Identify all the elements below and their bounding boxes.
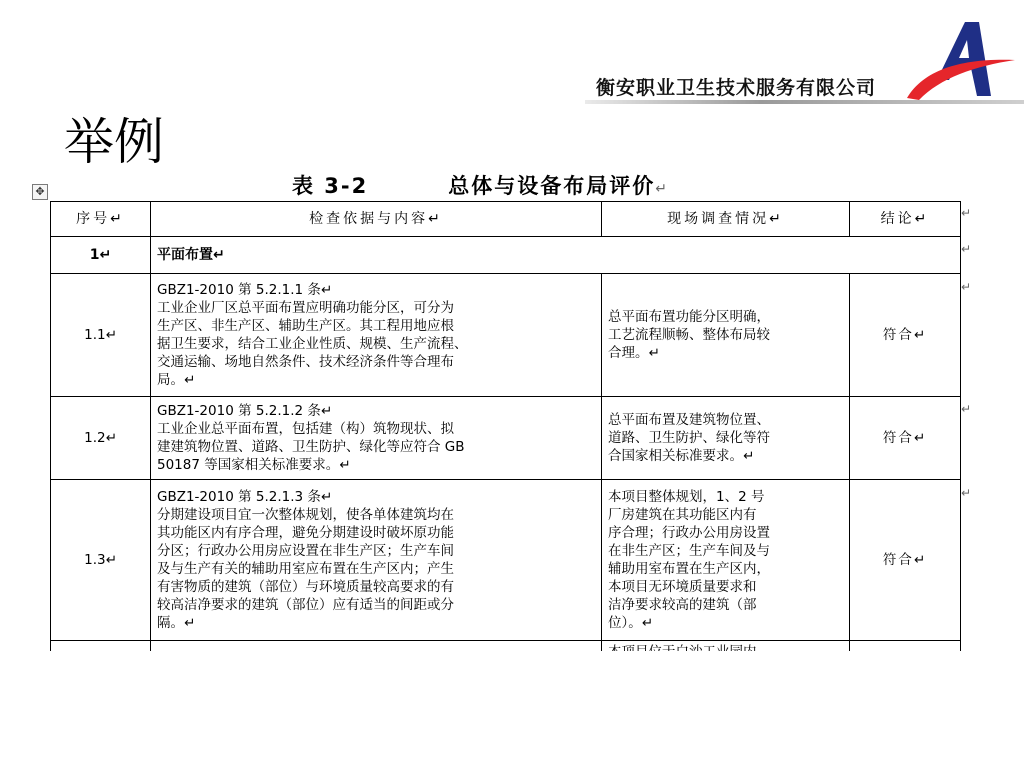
- table-row: [51, 274, 961, 397]
- basis-line: 局。↵: [157, 372, 196, 388]
- table-header-row: [51, 202, 961, 237]
- finding-line: 工艺流程顺畅、整体布局较: [608, 327, 770, 343]
- company-name: 衡安职业卫生技术服务有限公司: [596, 77, 877, 99]
- evaluation-table: [50, 201, 961, 681]
- finding-line: 本项目无环境质量要求和: [608, 579, 757, 595]
- row-conclusion: 符合↵: [850, 397, 961, 480]
- row-finding: [602, 274, 850, 397]
- finding-line: 总平面布置及建筑物位置、: [608, 412, 770, 428]
- section-row: [51, 237, 961, 274]
- table-row: [51, 480, 961, 641]
- finding-line: 序合理；行政办公用房设置: [608, 525, 770, 541]
- row-number: 1.2↵: [51, 397, 151, 480]
- table-row: [51, 397, 961, 480]
- row-end-mark: ↵: [961, 402, 972, 416]
- finding-line: 合国家相关标准要求。↵: [608, 448, 755, 464]
- basis-line: 分区；行政办公用房应设置在非生产区；生产车间: [157, 543, 454, 559]
- basis-line: 建建筑物位置、道路、卫生防护、绿化等应符合 GB: [157, 439, 465, 455]
- row-number: 1.1↵: [51, 274, 151, 397]
- finding-line: 洁净要求较高的建筑（部: [608, 597, 757, 613]
- row-end-mark: ↵: [961, 206, 972, 220]
- finding-line: 厂房建筑在其功能区内有: [608, 507, 757, 523]
- basis-line: 50187 等国家相关标准要求。↵: [157, 457, 351, 473]
- finding-line: 总平面布置功能分区明确，: [608, 309, 770, 325]
- table-caption-title: 总体与设备布局评价: [448, 174, 656, 198]
- basis-line: 交通运输、场地自然条件、技术经济条件等合理布: [157, 354, 454, 370]
- basis-line: 及与生产有关的辅助用室应布置在生产区内；产生: [157, 561, 454, 577]
- basis-line: 据卫生要求，结合工业企业性质、规模、生产流程、: [157, 336, 468, 352]
- basis-line: GBZ1-2010 第 5.2.1.3 条↵: [157, 489, 333, 505]
- slide-title: 举例: [64, 113, 164, 171]
- row-conclusion: 符合↵: [850, 480, 961, 641]
- section-title: 平面布置↵: [151, 237, 961, 274]
- finding-line: 辅助用室布置在生产区内，: [608, 561, 770, 577]
- basis-line: 工业企业厂区总平面布置应明确功能分区，可分为: [157, 300, 454, 316]
- basis-line: 其功能区内有序合理，避免分期建设时破坏原功能: [157, 525, 454, 541]
- basis-line: 有害物质的建筑（部位）与环境质量较高要求的有: [157, 579, 454, 595]
- column-header: 结论↵: [850, 202, 961, 237]
- row-finding: [602, 397, 850, 480]
- column-header: 序号↵: [51, 202, 151, 237]
- table-move-handle-icon[interactable]: ✥: [32, 184, 48, 200]
- basis-line: 工业企业总平面布置，包括建（构）筑物现状、拟: [157, 421, 454, 437]
- finding-line: 在非生产区；生产车间及与: [608, 543, 770, 559]
- basis-line: GBZ1-2010 第 5.2.1.2 条↵: [157, 403, 333, 419]
- table-caption-number: 表 3-2: [292, 174, 369, 198]
- row-end-mark: ↵: [961, 280, 972, 294]
- finding-line: 合理。↵: [608, 345, 660, 361]
- paragraph-mark: ↵: [655, 181, 669, 197]
- slide-bottom-area: [0, 651, 1024, 768]
- table-caption: [292, 170, 669, 200]
- row-number: 1.3↵: [51, 480, 151, 641]
- basis-line: 分期建设项目宜一次整体规划，使各单体建筑均在: [157, 507, 454, 523]
- column-header: 检查依据与内容↵: [151, 202, 602, 237]
- logo-letter: A: [905, 18, 906, 19]
- finding-line: 本项目整体规划，1、2 号: [608, 489, 765, 505]
- basis-line: 生产区、非生产区、辅助生产区。其工程用地应根: [157, 318, 454, 334]
- finding-line: 位）。↵: [608, 615, 654, 631]
- row-conclusion: 符合↵: [850, 274, 961, 397]
- row-finding: [602, 480, 850, 641]
- finding-line: 道路、卫生防护、绿化等符: [608, 430, 770, 446]
- row-basis: [151, 274, 602, 397]
- row-end-mark: ↵: [961, 486, 972, 500]
- basis-line: GBZ1-2010 第 5.2.1.1 条↵: [157, 282, 333, 298]
- section-number: 1↵: [51, 237, 151, 274]
- row-basis: [151, 397, 602, 480]
- row-end-mark: ↵: [961, 242, 972, 256]
- logo-red-swoosh: [907, 60, 1015, 100]
- basis-line: 较高洁净要求的建筑（部位）应有适当的间距或分: [157, 597, 454, 613]
- column-header: 现场调查情况↵: [602, 202, 850, 237]
- logo-letter-a-shape: [937, 22, 991, 96]
- header-divider: [585, 100, 1024, 104]
- company-logo: [905, 18, 1017, 104]
- basis-line: 隔。↵: [157, 615, 196, 631]
- row-basis: [151, 480, 602, 641]
